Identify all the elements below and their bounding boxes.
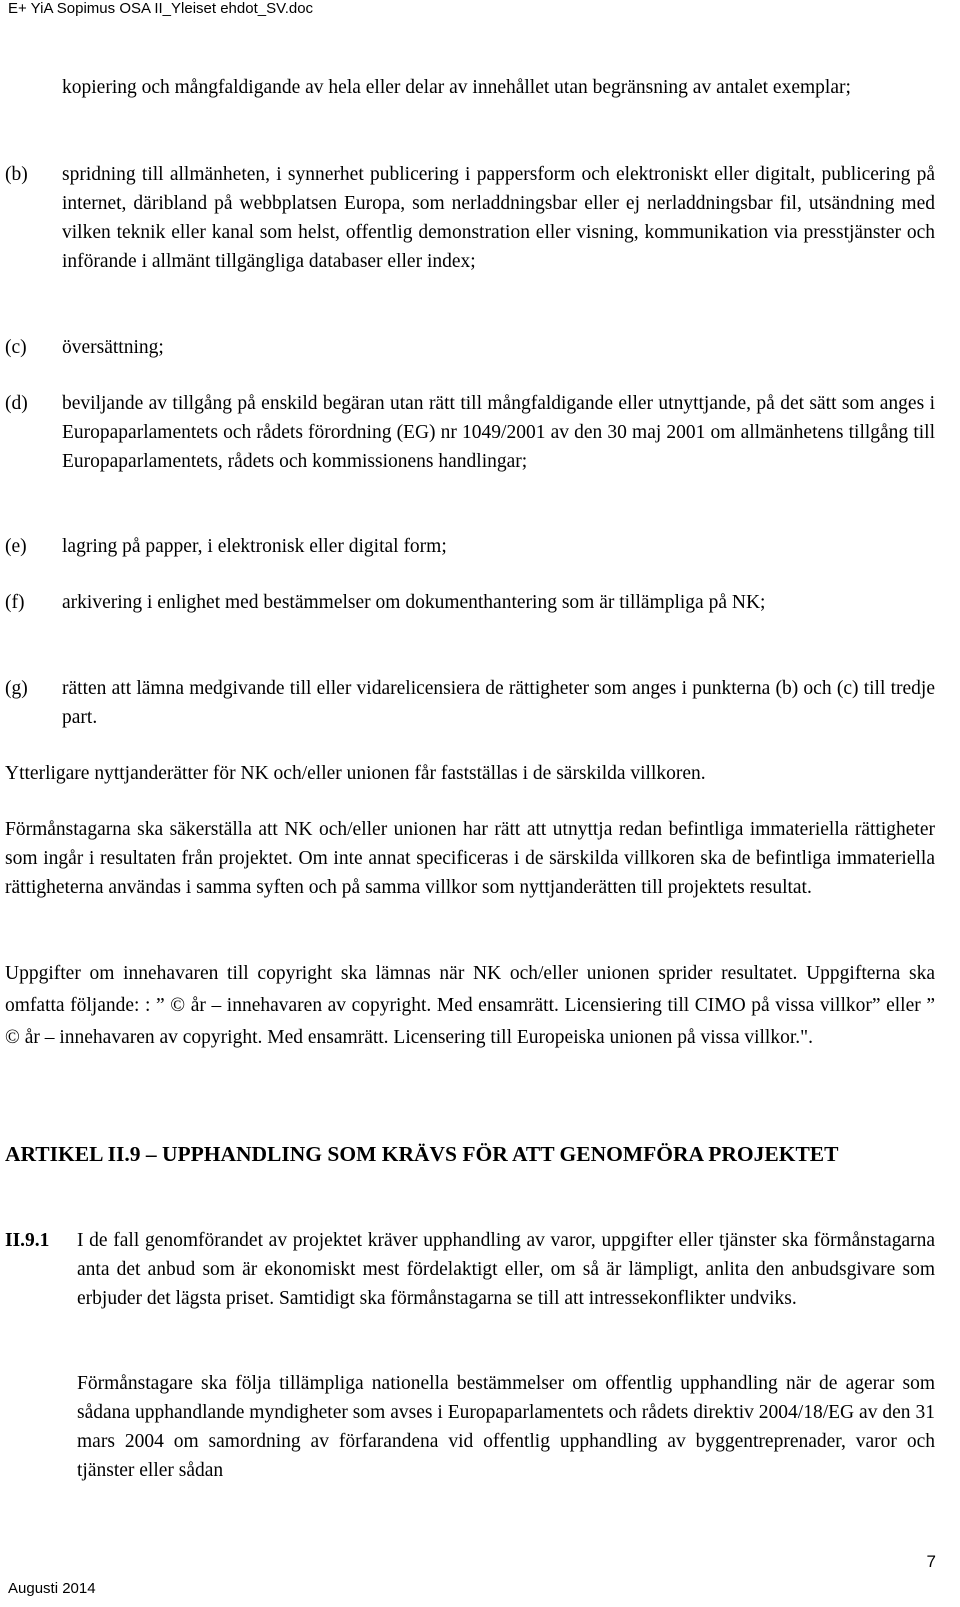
list-text: lagring på papper, i elektronisk eller digital form;	[62, 536, 447, 557]
list-letter: (e)	[5, 536, 27, 557]
page-number: 7	[926, 1552, 936, 1571]
list-text: spridning till allmänheten, i synnerhet publicering i pappersform och elektroniskt eller digitalt, publicering på internet, däribland på webbplatsen Europa, som nerladdningsbar eller ej nerladdningsbar fil, utsändning med vilken teknik eller kanal som helst, offentlig demonstration eller visning, kommunikation via presstjänster och införande i allmänt tillgängliga databaser eller index;	[62, 164, 935, 272]
list-letter: (f)	[5, 592, 25, 613]
list-text: beviljande av tillgång på enskild begäran utan rätt till mångfaldigande eller utnyttjande, på det sätt som anges i Europaparlamentets och rådets förordning (EG) nr 1049/2001 av den 30 maj 2001 om allmänhetens tillgång till Europaparlamentets, rådets och kommissionens handlingar;	[62, 393, 935, 472]
list-letter: (g)	[5, 678, 28, 699]
list-text: översättning;	[62, 337, 164, 358]
list-text: arkivering i enlighet med bestämmelser om dokumenthantering som är tillämpliga på NK;	[62, 592, 766, 613]
section-number: II.9.1	[5, 1230, 50, 1251]
list-item-a-continued: kopiering och mångfaldigande av hela eller delar av innehållet utan begränsning av antalet exemplar;	[62, 77, 851, 98]
paragraph-existing-ipr: Förmånstagarna ska säkerställa att NK och/eller unionen har rätt att utnyttja redan befintliga immateriella rättigheter som ingår i resultaten från projektet. Om inte annat specificeras i de särskilda villkoren ska de befintliga immateriella rättigheterna användas i samma syften och på samma villkor som nyttjanderätten till projektets resultat.	[5, 819, 935, 898]
section-paragraph-2: Förmånstagare ska följa tillämpliga nationella bestämmelser om offentlig upphandling när de agerar som sådana upphandlande myndigheter som avses i Europaparlamentets och rådets direktiv 2004/18/EG av den 31 mars 2004 om samordning av förfarandena vid offentlig upphandling av byggentreprenader, varor och tjänster eller sådan	[77, 1373, 935, 1481]
list-letter: (d)	[5, 393, 28, 414]
section-paragraph-1: I de fall genomförandet av projektet kräver upphandling av varor, uppgifter eller tjänster ska förmånstagarna anta det anbud som är ekonomiskt mest fördelaktigt eller, om så är lämpligt, anlita den anbudsgivare som erbjuder det lägsta priset. Samtidigt ska förmånstagarna se till att intressekonflikter undviks.	[77, 1230, 935, 1309]
article-heading: ARTIKEL II.9 – UPPHANDLING SOM KRÄVS FÖR ATT GENOMFÖRA PROJEKTET	[5, 1142, 839, 1166]
paragraph-copyright: Uppgifter om innehavaren till copyright ska lämnas när NK och/eller unionen sprider resultatet. Uppgifterna ska omfatta följande: : ” © år – innehavaren av copyright. Med ensamrätt. Licensiering till CIMO på vissa villkor” eller ” © år – innehavaren av copyright. Med ensamrätt. Licensering till Europeiska unionen på vissa villkor.".	[5, 963, 935, 1048]
document-header: E+ YiA Sopimus OSA II_Yleiset ehdot_SV.doc	[8, 0, 314, 17]
list-letter: (c)	[5, 337, 27, 358]
list-letter: (b)	[5, 164, 28, 185]
document-footer: Augusti 2014	[8, 1580, 96, 1597]
list-text: rätten att lämna medgivande till eller vidarelicensiera de rättigheter som anges i punkterna (b) och (c) till tredje part.	[62, 678, 935, 728]
paragraph-additional-rights: Ytterligare nyttjanderätter för NK och/eller unionen får fastställas i de särskilda villkoren.	[5, 763, 706, 784]
